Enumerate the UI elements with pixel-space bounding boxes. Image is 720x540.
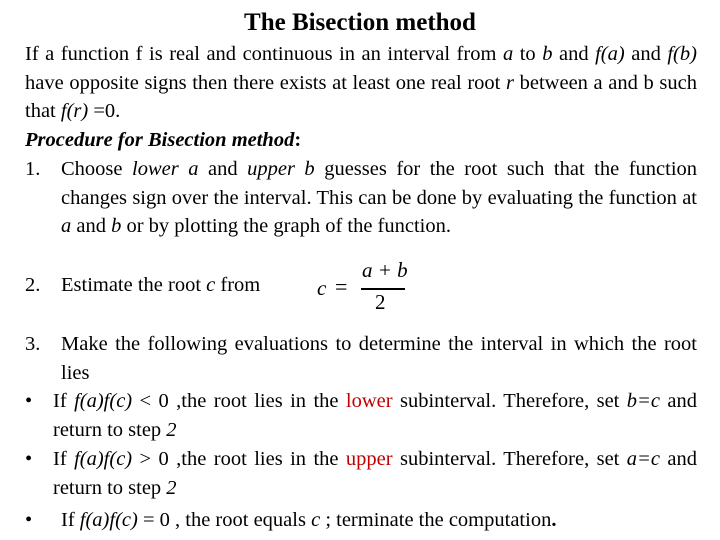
step-text: guesses for the root such that the function changes sign over the interval. This can be done by evaluating the function at bbox=[61, 158, 698, 209]
bullet-fragment: and return to step bbox=[53, 390, 697, 441]
step-3-number: 3. bbox=[25, 333, 41, 355]
bullet-zero bbox=[25, 506, 697, 535]
intro-text: If a function f is real and continuous in an interval from bbox=[25, 43, 503, 65]
expr-fr: f(r) bbox=[60, 100, 89, 122]
bullet-upper bbox=[25, 445, 697, 502]
step-text: or by plotting the graph of the function. bbox=[121, 215, 452, 237]
bullet-marker: • bbox=[25, 390, 33, 412]
var-a: a bbox=[61, 215, 72, 237]
var-b: b bbox=[111, 215, 122, 237]
bullet-fragment: ; terminate the computation bbox=[320, 509, 552, 531]
step-ref: 2 bbox=[166, 418, 177, 441]
var-b: b bbox=[542, 43, 553, 65]
intro-text: between a and b such that bbox=[25, 71, 697, 122]
step-3-text: Make the following evaluations to determine the interval in which the root lies bbox=[61, 333, 697, 384]
formula-equals: = bbox=[335, 274, 348, 299]
var-c: c bbox=[206, 274, 216, 296]
highlight-upper: upper bbox=[345, 448, 393, 470]
assignment: a=c bbox=[626, 448, 660, 470]
bullet-fragment: > 0 ,the root lies in the bbox=[132, 448, 346, 470]
bullet-text bbox=[53, 387, 697, 444]
intro-text: to bbox=[513, 43, 543, 65]
step-1-text bbox=[61, 155, 697, 241]
intro-paragraph bbox=[25, 40, 697, 126]
formula-denominator: 2 bbox=[375, 290, 386, 314]
procedure-colon: : bbox=[294, 129, 302, 151]
bullet-marker: • bbox=[25, 509, 33, 531]
step-text: and bbox=[198, 158, 248, 180]
bullet-fragment: subinterval. Therefore, set bbox=[392, 390, 627, 412]
highlight-lower: lower bbox=[345, 390, 393, 412]
period: . bbox=[551, 509, 557, 531]
assignment: b=c bbox=[626, 390, 660, 412]
step-ref: 2 bbox=[166, 476, 177, 499]
intro-text: and bbox=[552, 43, 596, 65]
intro-text: =0. bbox=[88, 100, 121, 122]
bullet-lower bbox=[25, 387, 697, 444]
expr-fa: f(a) bbox=[595, 43, 625, 65]
bullet-marker: • bbox=[25, 448, 33, 470]
var-c: c bbox=[311, 509, 321, 531]
procedure-heading-text: Procedure for Bisection method bbox=[25, 129, 295, 151]
slide-title: The Bisection method bbox=[244, 9, 476, 36]
procedure-heading bbox=[25, 126, 301, 155]
formula-lhs: c bbox=[317, 276, 327, 300]
step-text: and bbox=[71, 215, 112, 237]
bullet-text bbox=[53, 445, 697, 502]
step-text: from bbox=[215, 274, 261, 296]
bullet-fragment: If bbox=[61, 509, 80, 531]
bullet-text bbox=[61, 506, 697, 535]
formula-numerator: a + b bbox=[362, 258, 408, 282]
condition-expr: f(a)f(c) bbox=[74, 390, 133, 412]
step-1-number: 1. bbox=[25, 158, 41, 180]
bullet-fragment: and return to step bbox=[53, 448, 697, 499]
intro-text: have opposite signs then there exists at least one real root bbox=[25, 71, 506, 94]
step-2-number: 2. bbox=[25, 274, 41, 296]
bullet-fragment: subinterval. Therefore, set bbox=[392, 448, 627, 470]
var-r: r bbox=[506, 71, 514, 94]
step-1 bbox=[25, 155, 697, 241]
bullet-fragment: If bbox=[53, 390, 75, 412]
condition-expr: f(a)f(c) bbox=[79, 509, 138, 531]
upper-b: upper b bbox=[247, 158, 315, 180]
var-a: a bbox=[502, 43, 514, 65]
expr-fb: f(b) bbox=[667, 43, 697, 65]
bullet-fragment: If bbox=[53, 448, 75, 470]
lower-a: lower a bbox=[132, 158, 199, 180]
bullet-fragment: = 0 , the root equals bbox=[137, 509, 312, 531]
step-text: Estimate the root bbox=[61, 274, 207, 296]
step-3 bbox=[25, 330, 697, 387]
condition-expr: f(a)f(c) bbox=[74, 448, 133, 470]
midpoint-formula bbox=[317, 258, 417, 318]
intro-text: and bbox=[624, 43, 668, 65]
step-text: Choose bbox=[61, 158, 133, 180]
bullet-fragment: < 0 ,the root lies in the bbox=[132, 390, 346, 412]
